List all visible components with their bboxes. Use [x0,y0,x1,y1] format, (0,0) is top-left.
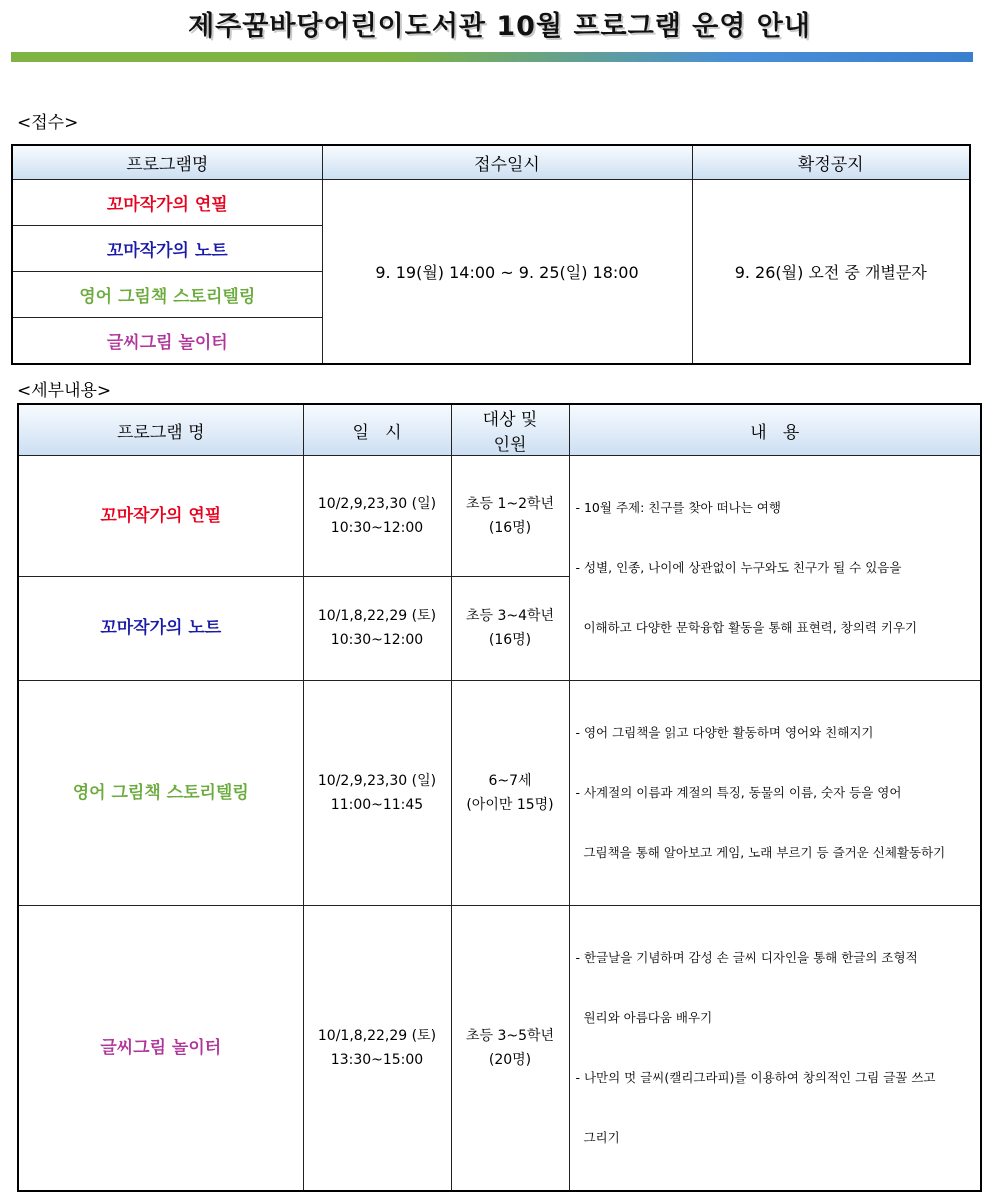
target-note [451,576,569,680]
schedule-time: 10:30~12:00 [330,632,424,649]
page-title: 제주꿈바당어린이도서관 10월 프로그램 운영 안내 [188,11,811,42]
target-grade: 초등 3~4학년 [465,608,555,625]
header-target [451,404,569,456]
details-section-label: <세부내용> [17,381,112,401]
program-name-calligraphy: 글씨그림 놀이터 [18,906,303,1192]
content-line: - 10월 주제: 친구를 찾아 떠나는 여행 [575,500,781,515]
schedule-date: 10/2,9,23,30 (일) [317,773,437,789]
schedule-english [303,681,451,906]
target-english [451,681,569,906]
reception-program-pencil: 꼬마작가의 연필 [12,180,322,226]
content-line: - 영어 그림책을 읽고 다양한 활동하며 영어와 친해지기 [575,725,874,740]
schedule-pencil [303,456,451,577]
target-count: (16명) [488,519,532,536]
content-english [569,681,981,906]
schedule-note [303,576,451,680]
reception-program-calligraphy: 글씨그림 놀이터 [12,318,322,365]
reception-program-english: 영어 그림책 스토리텔링 [12,272,322,318]
header-datetime: 일 시 [303,404,451,456]
header-program-name: 프로그램 명 [18,404,303,456]
header-reception-datetime: 접수일시 [322,145,692,180]
content-writer [569,456,981,681]
schedule-time: 10:30~12:00 [330,519,424,536]
target-pencil [451,456,569,577]
target-grade: 초등 3~5학년 [465,1028,555,1044]
target-count: (아이만 15명) [466,797,554,813]
content-line: - 성별, 인종, 나이에 상관없이 누구와도 친구가 될 수 있음을 [575,560,902,575]
target-calligraphy [451,906,569,1192]
confirmation-notice: 9. 26(월) 오전 중 개별문자 [692,180,970,365]
schedule-date: 10/2,9,23,30 (일) [317,495,437,512]
content-calligraphy [569,906,981,1192]
reception-table [11,144,971,365]
target-count: (20명) [488,1052,532,1068]
target-grade: 6~7세 [488,773,532,789]
title-underline-bar [11,52,973,62]
reception-program-note: 꼬마작가의 노트 [12,226,322,272]
reception-period: 9. 19(월) 14:00 ~ 9. 25(일) 18:00 [322,180,692,365]
content-line: - 사계절의 이름과 계절의 특징, 동물의 이름, 숫자 등을 영어 [575,785,902,800]
schedule-time: 13:30~15:00 [330,1052,424,1068]
content-line: - 나만의 멋 글씨(캘리그라피)를 이용하여 창의적인 그림 글꼴 쓰고 [575,1070,936,1085]
header-content: 내 용 [569,404,981,456]
schedule-calligraphy [303,906,451,1192]
schedule-date: 10/1,8,22,29 (토) [317,608,437,625]
header-confirmation-notice: 확정공지 [692,145,970,180]
content-line: 이해하고 다양한 문학융합 활동을 통해 표현력, 창의력 키우기 [575,620,918,635]
header-target-line1: 대상 및 [482,410,538,430]
schedule-date: 10/1,8,22,29 (토) [317,1028,437,1044]
target-grade: 초등 1~2학년 [465,495,555,512]
content-line: 그리기 [575,1130,620,1145]
target-count: (16명) [488,632,532,649]
content-line: 그림책을 통해 알아보고 게임, 노래 부르기 등 즐거운 신체활동하기 [575,845,946,860]
header-target-line2: 인원 [493,435,527,455]
schedule-time: 11:00~11:45 [330,797,424,813]
content-line: - 한글날을 기념하며 감성 손 글씨 디자인을 통해 한글의 조형적 [575,950,918,965]
details-table [17,403,982,1192]
content-line: 원리와 아름다움 배우기 [575,1010,713,1025]
program-name-pencil: 꼬마작가의 연필 [18,456,303,577]
reception-section-label: <접수> [17,113,79,133]
program-name-english: 영어 그림책 스토리텔링 [18,681,303,906]
header-program-name: 프로그램명 [12,145,322,180]
program-name-note: 꼬마작가의 노트 [18,576,303,680]
